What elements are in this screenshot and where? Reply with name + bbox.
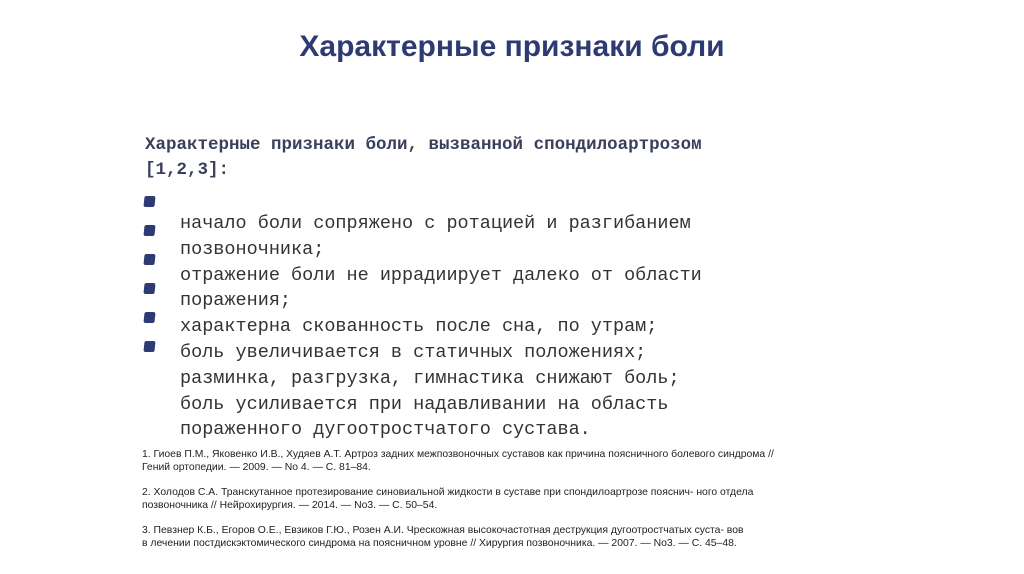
list-item: позвоночника; [180,238,325,260]
reference-item [142,486,902,512]
square-bullet-icon [143,225,155,236]
list-item: отражение боли не иррадиирует далеко от области [180,264,702,286]
reference-item [142,524,902,550]
square-bullet-icon [143,196,155,207]
square-bullet-icon [143,254,155,265]
symptom-list [180,211,880,443]
references [142,448,902,562]
reference-line: 1. Гиоев П.М., Яковенко И.В., Худяев А.Т. Артроз задних межпозвоночных суставов как причина поясничного болевого синдрома // [142,449,774,460]
reference-line: 2. Холодов С.А. Транскутанное протезирование синовиальной жидкости в суставе при спондилоартрозе пояснич- ного отдела [142,487,754,498]
list-item: боль увеличивается в статичных положениях; [180,341,647,363]
list-item: поражения; [180,290,292,312]
square-bullet-icon [143,312,155,323]
list-item: характерна скованность после сна, по утрам; [180,316,658,338]
reference-line: позвоночника // Нейрохирургия. — 2014. — No3. — С. 50–54. [142,500,438,511]
subtitle-line: [1,2,3]: [145,160,230,180]
list-item: пораженного дугоотростчатого сустава. [180,419,591,441]
list-item: боль усиливается при надавливании на область [180,393,669,415]
reference-line: 3. Певзнер К.Б., Егоров О.Е., Евзиков Г.Ю., Розен А.И. Чрескожная высокочастотная деструкция дугоотростчатых суста- вов [142,525,744,536]
reference-line: Гений ортопедии. — 2009. — No 4. — С. 81–84. [142,462,371,473]
list-item: разминка, разгрузка, гимнастика снижают боль; [180,367,680,389]
reference-line: в лечении постдискэктомического синдрома на поясничном уровне // Хирургия позвоночника. — 2007. — No3. — С. 45–48. [142,538,737,549]
bullet-markers [144,196,158,370]
subtitle-line: Характерные признаки боли, вызванной спондилоартрозом [145,135,702,155]
slide-subtitle [145,133,865,183]
list-item: начало боли сопряжено с ротацией и разгибанием [180,213,691,234]
slide-title: Характерные признаки боли [299,30,725,63]
reference-item [142,448,902,474]
square-bullet-icon [143,283,155,294]
square-bullet-icon [143,341,155,352]
